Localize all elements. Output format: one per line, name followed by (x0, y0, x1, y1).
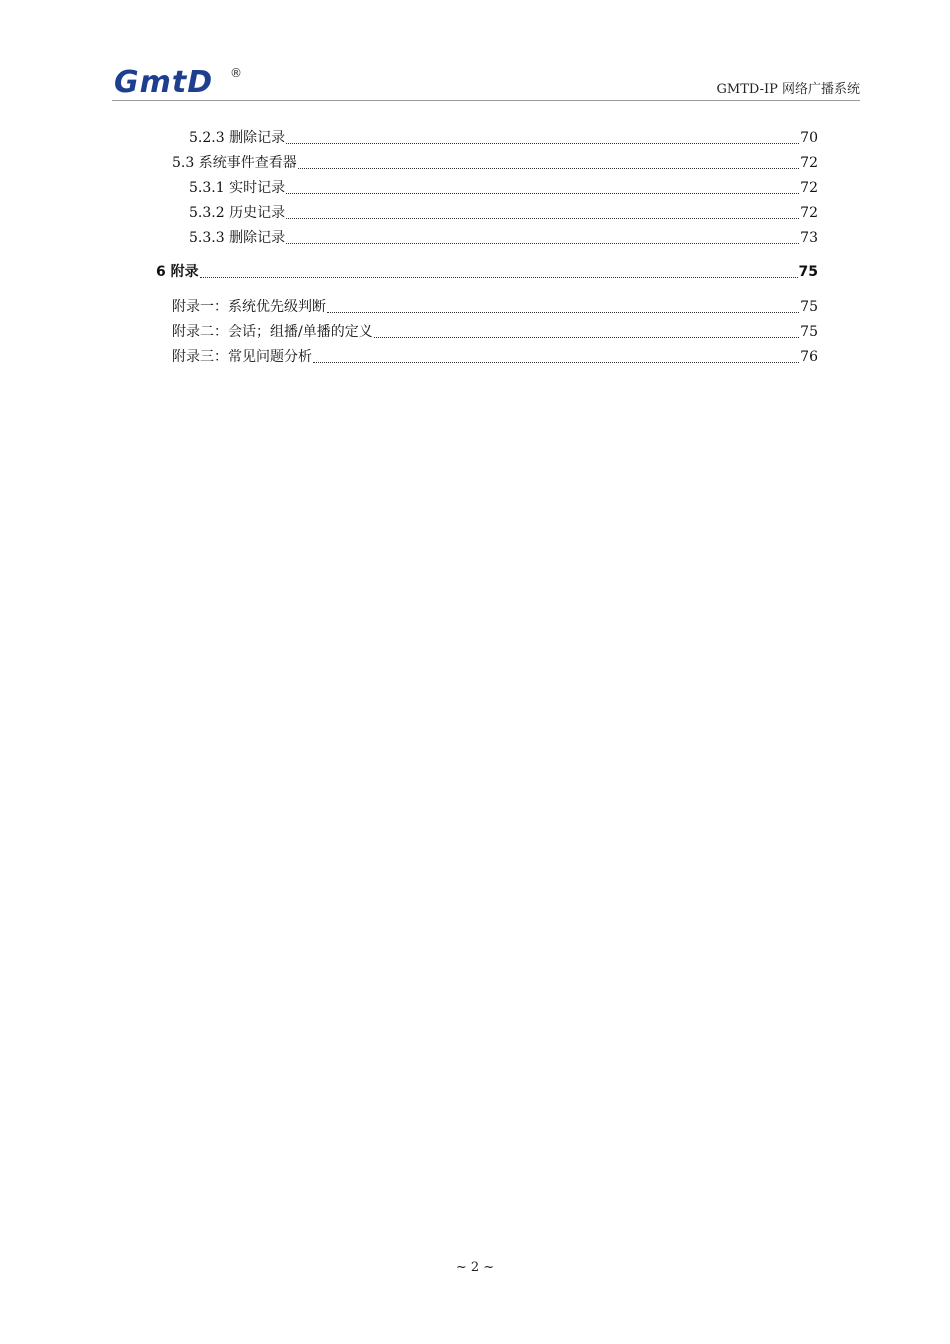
toc-entry-page: 75 (798, 264, 818, 280)
toc-entry-page: 73 (800, 230, 818, 246)
page-header (112, 62, 860, 101)
toc-entry-page: 72 (800, 180, 818, 196)
toc-dot-leader (286, 227, 799, 244)
toc-entry[interactable] (172, 152, 818, 172)
toc-dot-leader (286, 202, 799, 219)
toc-entry-label: 5.3 系统事件查看器 (172, 155, 297, 171)
toc-chapter-entry[interactable] (156, 261, 818, 281)
toc-entry-label: 附录二：会话；组播/单播的定义 (172, 324, 373, 340)
toc-entry[interactable] (189, 202, 818, 222)
toc-dot-leader (200, 261, 798, 278)
toc-entry[interactable] (189, 127, 818, 147)
logo-wordmark: GmtD (114, 65, 214, 98)
toc-dot-leader (374, 321, 799, 338)
toc-entry-page: 72 (800, 205, 818, 221)
toc-entry[interactable] (189, 227, 818, 247)
toc-entry-label: 6 附录 (156, 264, 199, 280)
toc-entry-page: 70 (800, 130, 818, 146)
gmtd-logo (112, 64, 248, 98)
registered-mark: ® (230, 66, 242, 80)
toc-entry-label: 5.3.3 删除记录 (189, 230, 286, 246)
toc-entry-label: 5.3.2 历史记录 (189, 205, 286, 221)
toc-entry-label: 5.2.3 删除记录 (189, 130, 286, 146)
toc-dot-leader (298, 152, 799, 169)
toc-entry[interactable] (172, 346, 818, 366)
page-number: ~ 2 ~ (455, 1260, 495, 1275)
toc-entry[interactable] (189, 177, 818, 197)
toc-dot-leader (286, 177, 799, 194)
toc-entry[interactable] (172, 321, 818, 341)
header-title: GMTD-IP 网络广播系统 (716, 82, 860, 97)
toc-entry[interactable] (172, 296, 818, 316)
toc-dot-leader (313, 346, 799, 363)
toc-dot-leader (327, 296, 799, 313)
toc-entry-page: 75 (800, 299, 818, 315)
toc-entry-label: 5.3.1 实时记录 (189, 180, 286, 196)
toc-entry-page: 72 (800, 155, 818, 171)
toc-entry-label: 附录一：系统优先级判断 (172, 299, 326, 315)
toc-dot-leader (286, 127, 799, 144)
toc-entry-page: 75 (800, 324, 818, 340)
toc-entry-label: 附录三：常见问题分析 (172, 349, 312, 365)
toc-entry-page: 76 (800, 349, 818, 365)
